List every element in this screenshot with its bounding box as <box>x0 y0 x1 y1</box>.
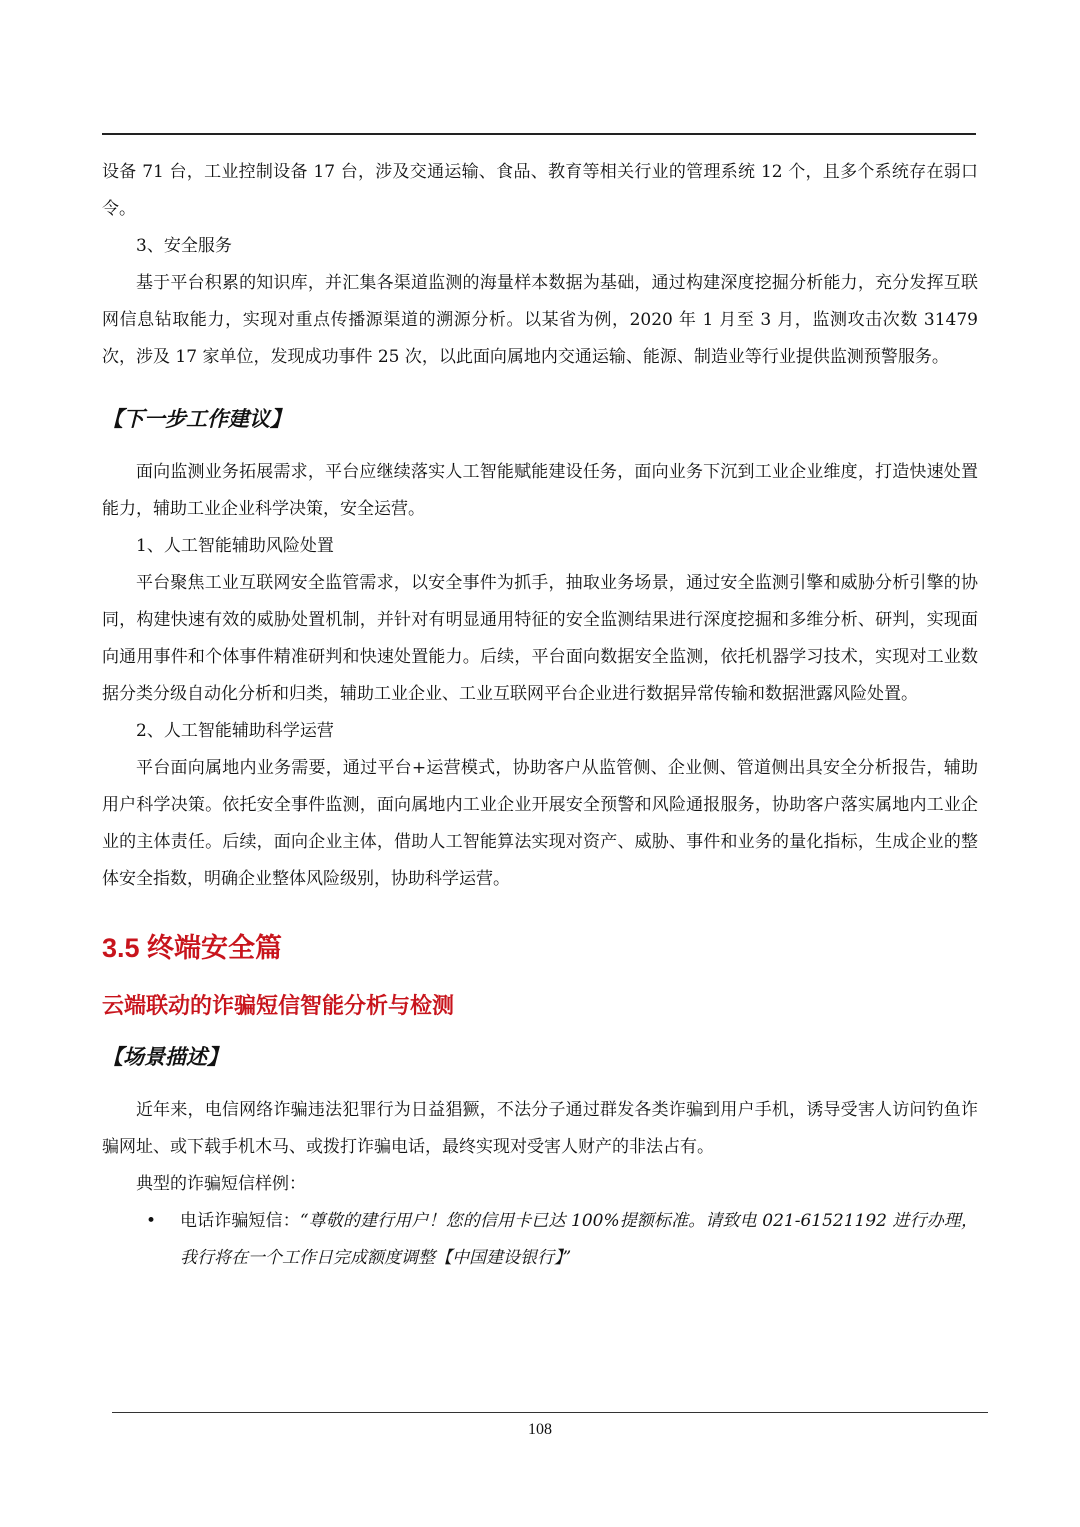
bullet-label: 电话诈骗短信： <box>180 1211 300 1231</box>
ai-operations-heading: 2、人工智能辅助科学运营 <box>136 721 334 741</box>
security-service-paragraph: 基于平台积累的知识库，并汇集各渠道监测的海量样本数据为基础，通过构建深度挖掘分析能力，充分发挥互联网信息钻取能力，实现对重点传播源渠道的溯源分析。以某省为例，2020 年 1 月至 3 月，监测攻击次数 31479 次，涉及 17 家单位，发现成功事件 25 次，以此面向属地内交通运输、能源、制造业等行业提供监测预警服务。 <box>102 273 978 367</box>
sample-sms-heading: 典型的诈骗短信样例： <box>136 1174 306 1194</box>
ai-risk-handling-heading: 1、人工智能辅助风险处置 <box>136 536 334 556</box>
next-steps-heading: 【下一步工作建议】 <box>102 407 291 431</box>
ai-operations-paragraph: 平台面向属地内业务需要，通过平台+运营模式，协助客户从监管侧、企业侧、管道侧出具安全分析报告，辅助用户科学决策。依托安全事件监测，面向属地内工业企业开展安全预警和风险通报服务，协助客户落实属地内工业企业的主体责任。后续，面向企业主体，借助人工智能算法实现对资产、威胁、事件和业务的量化指标，生成企业的整体安全指数，明确企业整体风险级别，协助科学运营。 <box>102 758 978 889</box>
header-rule <box>102 133 976 135</box>
scene-description-paragraph: 近年来，电信网络诈骗违法犯罪行为日益猖獗，不法分子通过群发各类诈骗到用户手机，诱导受害人访问钓鱼诈骗网址、或下载手机木马、或拨打诈骗电话，最终实现对受害人财产的非法占有。 <box>102 1100 978 1157</box>
next-steps-intro-paragraph: 面向监测业务拓展需求，平台应继续落实人工智能赋能建设任务，面向业务下沉到工业企业维度，打造快速处置能力，辅助工业企业科学决策，安全运营。 <box>102 462 978 519</box>
bullet-quote: “尊敬的建行用户！您的信用卡已达 100%提额标准。请致电 021-61521192 进行办理，我行将在一个工作日完成额度调整【中国建设银行】” <box>180 1211 978 1268</box>
ai-risk-handling-paragraph: 平台聚焦工业互联网安全监管需求，以安全事件为抓手，抽取业务场景，通过安全监测引擎和威胁分析引擎的协同，构建快速有效的威胁处置机制，并针对有明显通用特征的安全监测结果进行深度挖掘和多维分析、研判，实现面向通用事件和个体事件精准研判和快速处置能力。后续，平台面向数据安全监测，依托机器学习技术，实现对工业数据分类分级自动化分析和归类，辅助工业企业、工业互联网平台企业进行数据异常传输和数据泄露风险处置。 <box>102 573 978 704</box>
footer-rule <box>112 1412 988 1413</box>
security-service-heading: 3、安全服务 <box>136 236 232 256</box>
section-subtitle: 云端联动的诈骗短信智能分析与检测 <box>102 993 455 1018</box>
page-content <box>102 154 978 1277</box>
scene-description-heading: 【场景描述】 <box>102 1045 228 1069</box>
continuation-paragraph: 设备 71 台，工业控制设备 17 台，涉及交通运输、食品、教育等相关行业的管理系统 12 个，且多个系统存在弱口令。 <box>102 162 978 219</box>
list-item <box>102 1203 978 1277</box>
section-title: 3.5 终端安全篇 <box>102 933 283 963</box>
page-number: 108 <box>528 1421 552 1438</box>
bullet-icon: • <box>146 1211 157 1231</box>
